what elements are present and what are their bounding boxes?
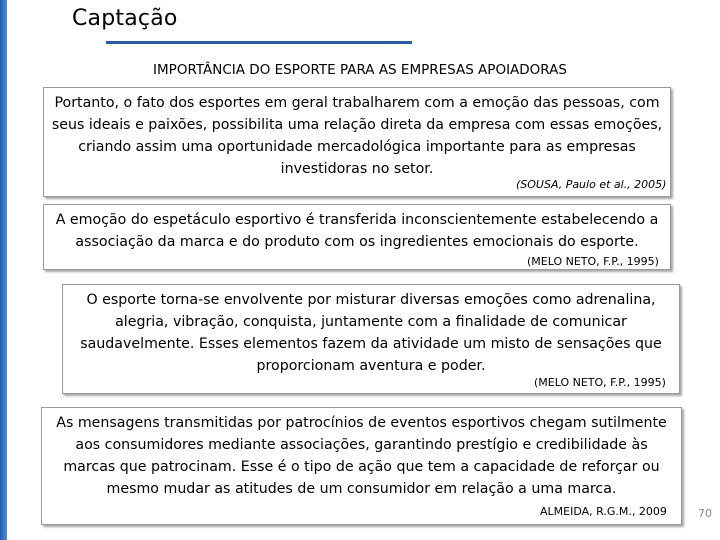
quote-citation-1: (SOUSA, Paulo et al., 2005) bbox=[516, 178, 667, 191]
quote-text-4: As mensagens transmitidas por patrocínios de eventos esportivos chegam sutilmente aos consumidores mediante associações, garantindo prestígio e credibilidade às marcas que patrocinam. Esse é o tipo de ação que tem a capacidade de reforçar ou mesmo mudar as atitudes de um consumidor em relação a uma marca. bbox=[56, 415, 667, 497]
page-number: 70 bbox=[698, 507, 712, 520]
quote-text-2: A emoção do espetáculo esportivo é transferida inconscientemente estabelecendo a associação da marca e do produto com os ingredientes emocionais do esporte. bbox=[55, 212, 659, 250]
slide-subtitle: IMPORTÂNCIA DO ESPORTE PARA AS EMPRESAS APOIADORAS bbox=[153, 62, 567, 78]
quote-text-3: O esporte torna-se envolvente por misturar diversas emoções como adrenalina, alegria, vibração, conquista, juntamente com a finalidade de comunicar saudavelmente. Esses elementos fazem da atividade um misto de sensações que proporcionam aventura e poder. bbox=[80, 292, 662, 374]
quote-citation-2: (MELO NETO, F.P., 1995) bbox=[527, 255, 659, 268]
slide-title: Captação bbox=[72, 6, 178, 31]
quote-text-1: Portanto, o fato dos esportes em geral trabalharem com a emoção das pessoas, com seus ideais e paixões, possibilita uma relação direta da empresa com essas emoções, criando assim uma oportunidade mercadológica importante para as empresas investidoras no setor. bbox=[51, 95, 663, 177]
title-underline bbox=[106, 41, 412, 44]
left-accent-bar bbox=[0, 0, 7, 540]
quote-citation-3: (MELO NETO, F.P., 1995) bbox=[534, 376, 666, 389]
quote-citation-4: ALMEIDA, R.G.M., 2009 bbox=[540, 505, 667, 518]
